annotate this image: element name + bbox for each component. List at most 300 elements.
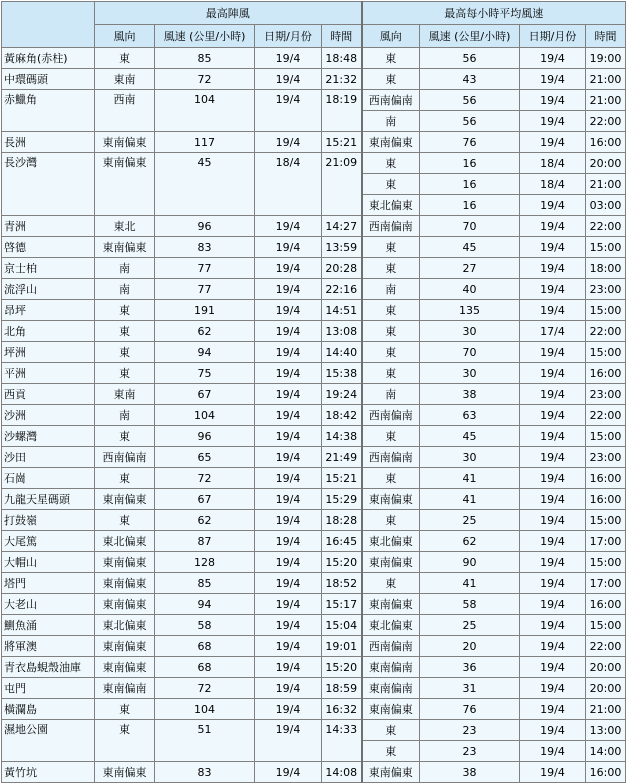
station-name-cell: 九龍天星碼頭	[2, 489, 95, 510]
station-name-cell: 橫瀾島	[2, 699, 95, 720]
gust-date-cell: 19/4	[255, 657, 322, 678]
hourly-time-cell: 21:00	[586, 69, 626, 90]
gust-speed-cell: 104	[155, 405, 255, 426]
hourly-group-header: 最高每小時平均風速	[362, 2, 626, 25]
gust-speed-cell: 87	[155, 531, 255, 552]
gust-speed-cell: 62	[155, 510, 255, 531]
station-name-cell: 西貢	[2, 384, 95, 405]
gust-direction-cell: 東	[95, 321, 155, 342]
hourly-speed-cell: 30	[420, 363, 520, 384]
hourly-time-cell: 15:00	[586, 342, 626, 363]
gust-time-cell: 13:08	[322, 321, 362, 342]
gust-speed-cell: 96	[155, 426, 255, 447]
hourly-date-cell: 19/4	[520, 111, 586, 132]
station-name-cell: 沙田	[2, 447, 95, 468]
station-row	[2, 90, 626, 111]
hourly-date-header: 日期/月份	[520, 25, 586, 48]
hourly-direction-cell: 東南偏南	[362, 678, 420, 699]
gust-date-cell: 19/4	[255, 48, 322, 69]
gust-date-cell: 19/4	[255, 447, 322, 468]
gust-date-cell: 19/4	[255, 237, 322, 258]
gust-date-cell: 19/4	[255, 426, 322, 447]
station-name-cell: 將軍澳	[2, 636, 95, 657]
hourly-time-cell: 15:00	[586, 615, 626, 636]
gust-time-cell: 16:45	[322, 531, 362, 552]
hourly-speed-cell: 76	[420, 699, 520, 720]
hourly-speed-cell: 23	[420, 741, 520, 762]
hourly-date-cell: 19/4	[520, 405, 586, 426]
gust-direction-cell: 東南偏東	[95, 489, 155, 510]
station-row	[2, 594, 626, 615]
hourly-speed-cell: 40	[420, 279, 520, 300]
station-row	[2, 552, 626, 573]
gust-speed-cell: 77	[155, 258, 255, 279]
station-row	[2, 363, 626, 384]
station-row	[2, 258, 626, 279]
station-row	[2, 405, 626, 426]
hourly-time-cell: 13:00	[586, 720, 626, 741]
gust-time-cell: 15:17	[322, 594, 362, 615]
gust-time-cell: 15:21	[322, 132, 362, 153]
hourly-time-cell: 16:00	[586, 489, 626, 510]
gust-direction-cell: 東南偏東	[95, 636, 155, 657]
gust-time-cell: 19:01	[322, 636, 362, 657]
gust-date-cell: 19/4	[255, 342, 322, 363]
gust-speed-cell: 77	[155, 279, 255, 300]
hourly-time-cell: 15:00	[586, 552, 626, 573]
gust-time-cell: 15:38	[322, 363, 362, 384]
hourly-date-cell: 19/4	[520, 657, 586, 678]
gust-date-cell: 19/4	[255, 405, 322, 426]
gust-direction-cell: 東南偏東	[95, 594, 155, 615]
station-row	[2, 237, 626, 258]
hourly-date-cell: 19/4	[520, 363, 586, 384]
hourly-date-cell: 18/4	[520, 174, 586, 195]
hourly-speed-cell: 135	[420, 300, 520, 321]
hourly-date-cell: 19/4	[520, 300, 586, 321]
gust-time-cell: 19:24	[322, 384, 362, 405]
hourly-date-cell: 19/4	[520, 489, 586, 510]
hourly-time-cell: 03:00	[586, 195, 626, 216]
gust-speed-cell: 104	[155, 90, 255, 132]
hourly-date-cell: 19/4	[520, 552, 586, 573]
gust-speed-cell: 96	[155, 216, 255, 237]
hourly-time-cell: 23:00	[586, 447, 626, 468]
gust-direction-cell: 東	[95, 363, 155, 384]
hourly-speed-cell: 16	[420, 174, 520, 195]
hourly-time-cell: 14:00	[586, 741, 626, 762]
station-name-cell: 京士柏	[2, 258, 95, 279]
hourly-direction-cell: 東北偏東	[362, 195, 420, 216]
hourly-time-cell: 17:00	[586, 573, 626, 594]
hourly-speed-cell: 16	[420, 195, 520, 216]
gust-date-cell: 19/4	[255, 636, 322, 657]
hourly-time-cell: 22:00	[586, 321, 626, 342]
hourly-time-cell: 22:00	[586, 216, 626, 237]
station-row	[2, 321, 626, 342]
station-name-cell: 打鼓嶺	[2, 510, 95, 531]
gust-speed-header: 風速 (公里/小時)	[155, 25, 255, 48]
hourly-date-cell: 19/4	[520, 720, 586, 741]
gust-date-cell: 19/4	[255, 594, 322, 615]
hourly-date-cell: 19/4	[520, 531, 586, 552]
hourly-date-cell: 19/4	[520, 69, 586, 90]
gust-direction-cell: 西南	[95, 90, 155, 132]
station-name-cell: 黃竹坑	[2, 762, 95, 783]
hourly-date-cell: 19/4	[520, 48, 586, 69]
hourly-date-cell: 18/4	[520, 153, 586, 174]
hourly-time-cell: 16:00	[586, 762, 626, 783]
hourly-date-cell: 19/4	[520, 678, 586, 699]
station-name-cell: 塔門	[2, 573, 95, 594]
gust-time-cell: 15:20	[322, 657, 362, 678]
station-name-cell: 青衣島蜆殼油庫	[2, 657, 95, 678]
station-row	[2, 69, 626, 90]
gust-time-cell: 14:08	[322, 762, 362, 783]
gust-direction-cell: 東南偏東	[95, 132, 155, 153]
gust-direction-cell: 東南偏東	[95, 552, 155, 573]
station-row	[2, 447, 626, 468]
hourly-speed-cell: 56	[420, 48, 520, 69]
hourly-direction-cell: 西南偏南	[362, 90, 420, 111]
hourly-speed-cell: 41	[420, 489, 520, 510]
gust-time-cell: 18:28	[322, 510, 362, 531]
station-name-cell: 昂坪	[2, 300, 95, 321]
gust-direction-cell: 東南偏東	[95, 237, 155, 258]
gust-group-header: 最高陣風	[95, 2, 362, 25]
station-name-cell: 坪洲	[2, 342, 95, 363]
hourly-speed-cell: 62	[420, 531, 520, 552]
hourly-speed-cell: 45	[420, 237, 520, 258]
hourly-date-cell: 19/4	[520, 699, 586, 720]
hourly-time-cell: 21:00	[586, 699, 626, 720]
gust-direction-cell: 東	[95, 48, 155, 69]
gust-speed-cell: 72	[155, 678, 255, 699]
gust-speed-cell: 72	[155, 468, 255, 489]
gust-direction-cell: 東北	[95, 216, 155, 237]
hourly-direction-cell: 東	[362, 300, 420, 321]
gust-speed-cell: 67	[155, 489, 255, 510]
station-row	[2, 468, 626, 489]
gust-time-cell: 18:48	[322, 48, 362, 69]
hourly-direction-cell: 東	[362, 720, 420, 741]
gust-direction-cell: 東	[95, 426, 155, 447]
station-name-cell: 濕地公園	[2, 720, 95, 762]
hourly-speed-cell: 45	[420, 426, 520, 447]
station-name-cell: 赤鱲角	[2, 90, 95, 132]
station-name-cell: 長洲	[2, 132, 95, 153]
gust-speed-cell: 68	[155, 657, 255, 678]
station-header-blank	[2, 2, 95, 48]
gust-date-cell: 19/4	[255, 615, 322, 636]
gust-time-cell: 18:19	[322, 90, 362, 132]
station-row	[2, 489, 626, 510]
hourly-time-cell: 20:00	[586, 153, 626, 174]
hourly-date-cell: 19/4	[520, 573, 586, 594]
station-row	[2, 279, 626, 300]
hourly-time-cell: 15:00	[586, 237, 626, 258]
hourly-time-cell: 20:00	[586, 678, 626, 699]
gust-direction-cell: 東	[95, 720, 155, 762]
station-row	[2, 384, 626, 405]
gust-time-cell: 21:32	[322, 69, 362, 90]
gust-speed-cell: 72	[155, 69, 255, 90]
hourly-direction-cell: 東	[362, 174, 420, 195]
gust-speed-cell: 45	[155, 153, 255, 216]
gust-direction-cell: 東	[95, 510, 155, 531]
hourly-date-cell: 19/4	[520, 468, 586, 489]
hourly-date-cell: 19/4	[520, 90, 586, 111]
hourly-date-cell: 19/4	[520, 342, 586, 363]
station-row	[2, 699, 626, 720]
hourly-direction-cell: 東	[362, 258, 420, 279]
gust-speed-cell: 191	[155, 300, 255, 321]
hourly-direction-cell: 南	[362, 279, 420, 300]
gust-date-cell: 19/4	[255, 573, 322, 594]
hourly-date-cell: 19/4	[520, 594, 586, 615]
hourly-speed-cell: 20	[420, 636, 520, 657]
gust-time-cell: 15:20	[322, 552, 362, 573]
station-row	[2, 573, 626, 594]
gust-date-cell: 19/4	[255, 216, 322, 237]
hourly-date-cell: 19/4	[520, 195, 586, 216]
hourly-direction-cell: 東南偏東	[362, 762, 420, 783]
hourly-time-cell: 15:00	[586, 300, 626, 321]
gust-direction-cell: 東	[95, 300, 155, 321]
hourly-speed-cell: 25	[420, 615, 520, 636]
gust-speed-cell: 85	[155, 48, 255, 69]
station-name-cell: 長沙灣	[2, 153, 95, 216]
gust-date-cell: 18/4	[255, 153, 322, 216]
gust-date-cell: 19/4	[255, 720, 322, 762]
hourly-speed-cell: 36	[420, 657, 520, 678]
gust-speed-cell: 117	[155, 132, 255, 153]
gust-direction-cell: 東南偏東	[95, 657, 155, 678]
gust-time-cell: 18:52	[322, 573, 362, 594]
hourly-direction-cell: 東	[362, 342, 420, 363]
gust-speed-cell: 65	[155, 447, 255, 468]
gust-time-cell: 21:09	[322, 153, 362, 216]
station-name-cell: 北角	[2, 321, 95, 342]
station-name-cell: 平洲	[2, 363, 95, 384]
gust-time-cell: 14:33	[322, 720, 362, 762]
gust-date-cell: 19/4	[255, 321, 322, 342]
hourly-direction-cell: 東北偏東	[362, 615, 420, 636]
station-name-cell: 鰂魚涌	[2, 615, 95, 636]
hourly-direction-cell: 東	[362, 237, 420, 258]
gust-direction-cell: 東北偏東	[95, 615, 155, 636]
hourly-direction-cell: 東	[362, 48, 420, 69]
gust-date-cell: 19/4	[255, 468, 322, 489]
hourly-time-cell: 16:00	[586, 132, 626, 153]
hourly-time-cell: 16:00	[586, 363, 626, 384]
gust-direction-cell: 南	[95, 258, 155, 279]
hourly-speed-cell: 63	[420, 405, 520, 426]
hourly-direction-cell: 南	[362, 111, 420, 132]
gust-date-cell: 19/4	[255, 300, 322, 321]
gust-direction-cell: 東北偏東	[95, 531, 155, 552]
station-row	[2, 300, 626, 321]
station-row	[2, 636, 626, 657]
gust-time-cell: 15:04	[322, 615, 362, 636]
hourly-speed-cell: 41	[420, 468, 520, 489]
gust-speed-cell: 51	[155, 720, 255, 762]
gust-speed-cell: 75	[155, 363, 255, 384]
gust-direction-cell: 東	[95, 468, 155, 489]
gust-time-cell: 18:59	[322, 678, 362, 699]
station-name-cell: 石崗	[2, 468, 95, 489]
hourly-direction-cell: 東	[362, 468, 420, 489]
gust-direction-cell: 西南偏南	[95, 447, 155, 468]
hourly-time-cell: 16:00	[586, 594, 626, 615]
gust-direction-cell: 東	[95, 699, 155, 720]
hourly-time-cell: 21:00	[586, 174, 626, 195]
station-name-cell: 青洲	[2, 216, 95, 237]
station-row	[2, 48, 626, 69]
hourly-speed-cell: 30	[420, 447, 520, 468]
gust-date-header: 日期/月份	[255, 25, 322, 48]
hourly-direction-cell: 東南偏東	[362, 594, 420, 615]
hourly-direction-cell: 西南偏南	[362, 216, 420, 237]
gust-speed-cell: 58	[155, 615, 255, 636]
gust-time-cell: 14:38	[322, 426, 362, 447]
gust-time-cell: 14:27	[322, 216, 362, 237]
gust-time-cell: 18:42	[322, 405, 362, 426]
hourly-speed-cell: 25	[420, 510, 520, 531]
hourly-date-cell: 19/4	[520, 741, 586, 762]
hourly-time-cell: 21:00	[586, 90, 626, 111]
hourly-speed-cell: 30	[420, 321, 520, 342]
station-row	[2, 762, 626, 783]
gust-direction-cell: 東南偏南	[95, 678, 155, 699]
hourly-time-cell: 19:00	[586, 48, 626, 69]
hourly-date-cell: 19/4	[520, 636, 586, 657]
hourly-direction-cell: 東南偏東	[362, 489, 420, 510]
hourly-direction-cell: 西南偏南	[362, 636, 420, 657]
hourly-direction-cell: 東	[362, 153, 420, 174]
hourly-direction-cell: 東	[362, 573, 420, 594]
gust-date-cell: 19/4	[255, 258, 322, 279]
hourly-speed-cell: 70	[420, 216, 520, 237]
gust-time-header: 時間	[322, 25, 362, 48]
hourly-direction-cell: 東	[362, 321, 420, 342]
gust-date-cell: 19/4	[255, 132, 322, 153]
hourly-time-cell: 22:00	[586, 636, 626, 657]
gust-speed-cell: 83	[155, 237, 255, 258]
hourly-direction-cell: 西南偏南	[362, 405, 420, 426]
gust-speed-cell: 67	[155, 384, 255, 405]
gust-speed-cell: 128	[155, 552, 255, 573]
gust-direction-cell: 東南偏東	[95, 153, 155, 216]
gust-time-cell: 15:29	[322, 489, 362, 510]
hourly-speed-cell: 56	[420, 90, 520, 111]
gust-time-cell: 21:49	[322, 447, 362, 468]
gust-direction-cell: 東	[95, 342, 155, 363]
hourly-time-cell: 23:00	[586, 384, 626, 405]
station-row	[2, 720, 626, 741]
station-row	[2, 657, 626, 678]
gust-direction-cell: 東南偏東	[95, 573, 155, 594]
hourly-direction-cell: 東	[362, 510, 420, 531]
gust-date-cell: 19/4	[255, 69, 322, 90]
hourly-date-cell: 19/4	[520, 132, 586, 153]
hourly-time-cell: 17:00	[586, 531, 626, 552]
station-row	[2, 678, 626, 699]
hourly-speed-cell: 27	[420, 258, 520, 279]
gust-date-cell: 19/4	[255, 699, 322, 720]
hourly-speed-cell: 16	[420, 153, 520, 174]
gust-direction-cell: 東南	[95, 69, 155, 90]
hourly-direction-cell: 東	[362, 741, 420, 762]
hourly-direction-cell: 南	[362, 384, 420, 405]
hourly-direction-cell: 東南偏東	[362, 552, 420, 573]
hourly-date-cell: 19/4	[520, 426, 586, 447]
hourly-direction-cell: 東	[362, 69, 420, 90]
gust-date-cell: 19/4	[255, 510, 322, 531]
gust-direction-header: 風向	[95, 25, 155, 48]
hourly-speed-cell: 76	[420, 132, 520, 153]
gust-time-cell: 13:59	[322, 237, 362, 258]
hourly-speed-cell: 70	[420, 342, 520, 363]
gust-time-cell: 15:21	[322, 468, 362, 489]
station-name-cell: 沙洲	[2, 405, 95, 426]
station-name-cell: 屯門	[2, 678, 95, 699]
header-group-row	[2, 2, 626, 25]
hourly-date-cell: 19/4	[520, 762, 586, 783]
gust-speed-cell: 85	[155, 573, 255, 594]
gust-date-cell: 19/4	[255, 363, 322, 384]
gust-date-cell: 19/4	[255, 279, 322, 300]
hourly-direction-cell: 東北偏東	[362, 531, 420, 552]
hourly-time-cell: 23:00	[586, 279, 626, 300]
gust-date-cell: 19/4	[255, 678, 322, 699]
hourly-speed-cell: 90	[420, 552, 520, 573]
hourly-date-cell: 19/4	[520, 258, 586, 279]
hourly-direction-cell: 東	[362, 363, 420, 384]
hourly-time-cell: 15:00	[586, 426, 626, 447]
hourly-date-cell: 19/4	[520, 510, 586, 531]
station-row	[2, 153, 626, 174]
gust-speed-cell: 62	[155, 321, 255, 342]
gust-date-cell: 19/4	[255, 531, 322, 552]
station-name-cell: 大尾篤	[2, 531, 95, 552]
hourly-direction-cell: 東南偏東	[362, 132, 420, 153]
gust-date-cell: 19/4	[255, 762, 322, 783]
gust-direction-cell: 南	[95, 405, 155, 426]
hourly-speed-cell: 38	[420, 762, 520, 783]
station-name-cell: 大老山	[2, 594, 95, 615]
hourly-date-cell: 19/4	[520, 279, 586, 300]
hourly-time-cell: 15:00	[586, 510, 626, 531]
gust-time-cell: 16:32	[322, 699, 362, 720]
gust-time-cell: 14:40	[322, 342, 362, 363]
station-name-cell: 沙螺灣	[2, 426, 95, 447]
hourly-date-cell: 19/4	[520, 216, 586, 237]
gust-speed-cell: 83	[155, 762, 255, 783]
hourly-time-cell: 22:00	[586, 405, 626, 426]
station-row	[2, 426, 626, 447]
hourly-speed-cell: 31	[420, 678, 520, 699]
gust-speed-cell: 68	[155, 636, 255, 657]
wind-data-table	[1, 1, 626, 783]
gust-direction-cell: 南	[95, 279, 155, 300]
header-sub-row	[2, 25, 626, 48]
gust-date-cell: 19/4	[255, 384, 322, 405]
station-row	[2, 342, 626, 363]
hourly-speed-cell: 23	[420, 720, 520, 741]
gust-time-cell: 14:51	[322, 300, 362, 321]
hourly-time-cell: 16:00	[586, 468, 626, 489]
